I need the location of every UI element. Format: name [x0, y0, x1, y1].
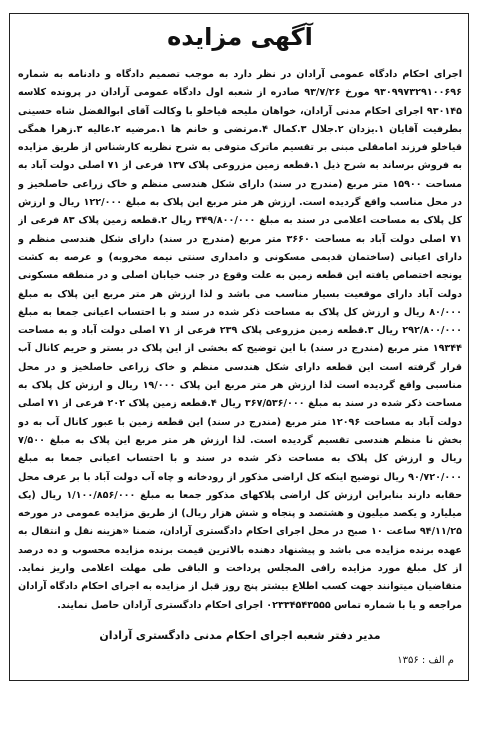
notice-reference-number: م الف : ۱۳۵۶ — [397, 655, 454, 666]
notice-body: اجرای احکام دادگاه عمومی آرادان در نظر دارد به موجب تصمیم دادگاه و دادنامه به شماره ۹۳۰۹۹۷۳۲۹۱۰۰۶۹۶ مورخ ۹۳/۷/۲۶ صادره از شعبه اول دادگاه عمومی آرادان در پرونده کلاسه ۹۳۰۱۴۵ اجرای احکام مدنی آرادان، خواهان ملیحه قیاخلو با وکالت آقای ابوالفضل شاه حسینی بطرفیت آقایان ۱.یزدان ۲.جلال ۳.کمال ۴.مرتضی و خانم ها ۱.مرضیه ۲.عالیه ۳.زهرا همگی قیاخلو فرزند امامقلی مبنی بر تقسیم ماترک متوفی به شرح نظریه کارشناس از طریق مزایده به فروش برساند به شرح ذیل ۱.قطعه زمین مزروعی پلاک ۱۳۷ فرعی از ۷۱ اصلی دولت آباد به مساحت ۱۵۹۰۰ متر مربع (مندرج در سند) دارای شکل هندسی منظم و خاک زراعی حاصلخیز و در محل مناسب واقع گردیده است. ارزش هر متر مربع این پلاک به مبلغ ۱۲۲/۰۰۰ ریال و ارزش کل پلاک به مساحت اعلامی در سند به مبلغ ۳۴۹/۸۰۰/۰۰۰ ریال ۲.قطعه زمین پلاک ۸۳ فرعی از ۷۱ اصلی دولت آباد به مساحت ۳۶۶۰ متر مربع (مندرج در سند) دارای شکل هندسی منظم و دارای اعیانی (ساختمان قدیمی مسکونی و دامداری سنتی نیمه مخروبه) و عرصه به کشت یونجه اختصاص یافته این قطعه زمین به علت وقوع در جنب خیابان اصلی و در منطقه مسکونی دولت آباد دارای موقعیت بسیار مناسب می باشد و لذا ارزش هر متر مربع این پلاک به مبلغ ۸۰/۰۰۰ ریال و ارزش کل پلاک به مساحت ذکر شده در سند و با احتساب اعیانی جمعا به مبلغ ۲۹۲/۸۰۰/۰۰۰ ریال ۳.قطعه زمین مزروعی پلاک ۲۳۹ فرعی از ۷۱ اصلی دولت آباد و به مساحت ۱۹۳۴۴ متر مربع (مندرج در سند) با این توضیح که بخشی از این پلاک در بستر و حریم کانال آب قرار گرفته است این قطعه دارای شکل هندسی منظم و خاک زراعی حاصلخیز و در محل مناسبی واقع گردیده است لذا ارزش هر متر مربع این پلاک ۱۹/۰۰۰ ریال و ارزش کل پلاک به مساحت ذکر شده در سند به مبلغ ۳۶۷/۵۳۶/۰۰۰ ریال ۴.قطعه زمین پلاک ۲۰۲ فرعی از ۷۱ اصلی دولت آباد به مساحت ۱۲۰۹۶ متر مربع (مندرج در سند) این قطعه زمین با عبور کانال آب به دو بخش نا منظم هندسی تقسیم گردیده است. لذا ارزش هر متر مربع این پلاک به مبلغ ۷/۵۰۰ ریال و ارزش کل پلاک به مساحت ذکر شده در سند و با احتساب اعیانی جمعا به مبلغ ۹۰/۷۲۰/۰۰۰ ریال توضیح اینکه کل اراضی مذکور از رودخانه و چاه آب دولت آباد با بر عرف محل حقابه دارند بنابراین ارزش کل اراضی پلاکهای مذکور جمعا به مبلغ ۱/۱۰۰/۸۵۶/۰۰۰ ریال (یک میلیارد و یکصد میلیون و هشتصد و پنجاه و شش هزار ریال) از طریق مزایده عمومی در مورخه ۹۴/۱۱/۲۵ ساعت ۱۰ صبح در محل اجرای احکام دادگستری آرادان، ضمنا «هزینه نقل و انتقال به عهده برنده مزایده می باشد و پیشنهاد دهنده بالاترین قیمت برنده مزایده محسوب و ده درصد از کل مبلغ مورد مزایده رافی المجلس پرداخت و الباقی طی مهلت اعلامی واریز نماید. متقاضیان میتوانند جهت کسب اطلاع بیشتر پنج روز قبل از مزایده به اجرای احکام دادگاه آرادان مراجعه و یا با شماره تماس ۰۲۳۳۴۵۴۳۵۵۵ اجرای احکام دادگستری آرادان حاصل نمایند. — [18, 69, 462, 611]
notice-signature: مدیر دفتر شعبه اجرای احکام مدنی دادگستری آرادان — [99, 629, 381, 642]
notice-title: آگهی مزایده — [167, 23, 313, 51]
